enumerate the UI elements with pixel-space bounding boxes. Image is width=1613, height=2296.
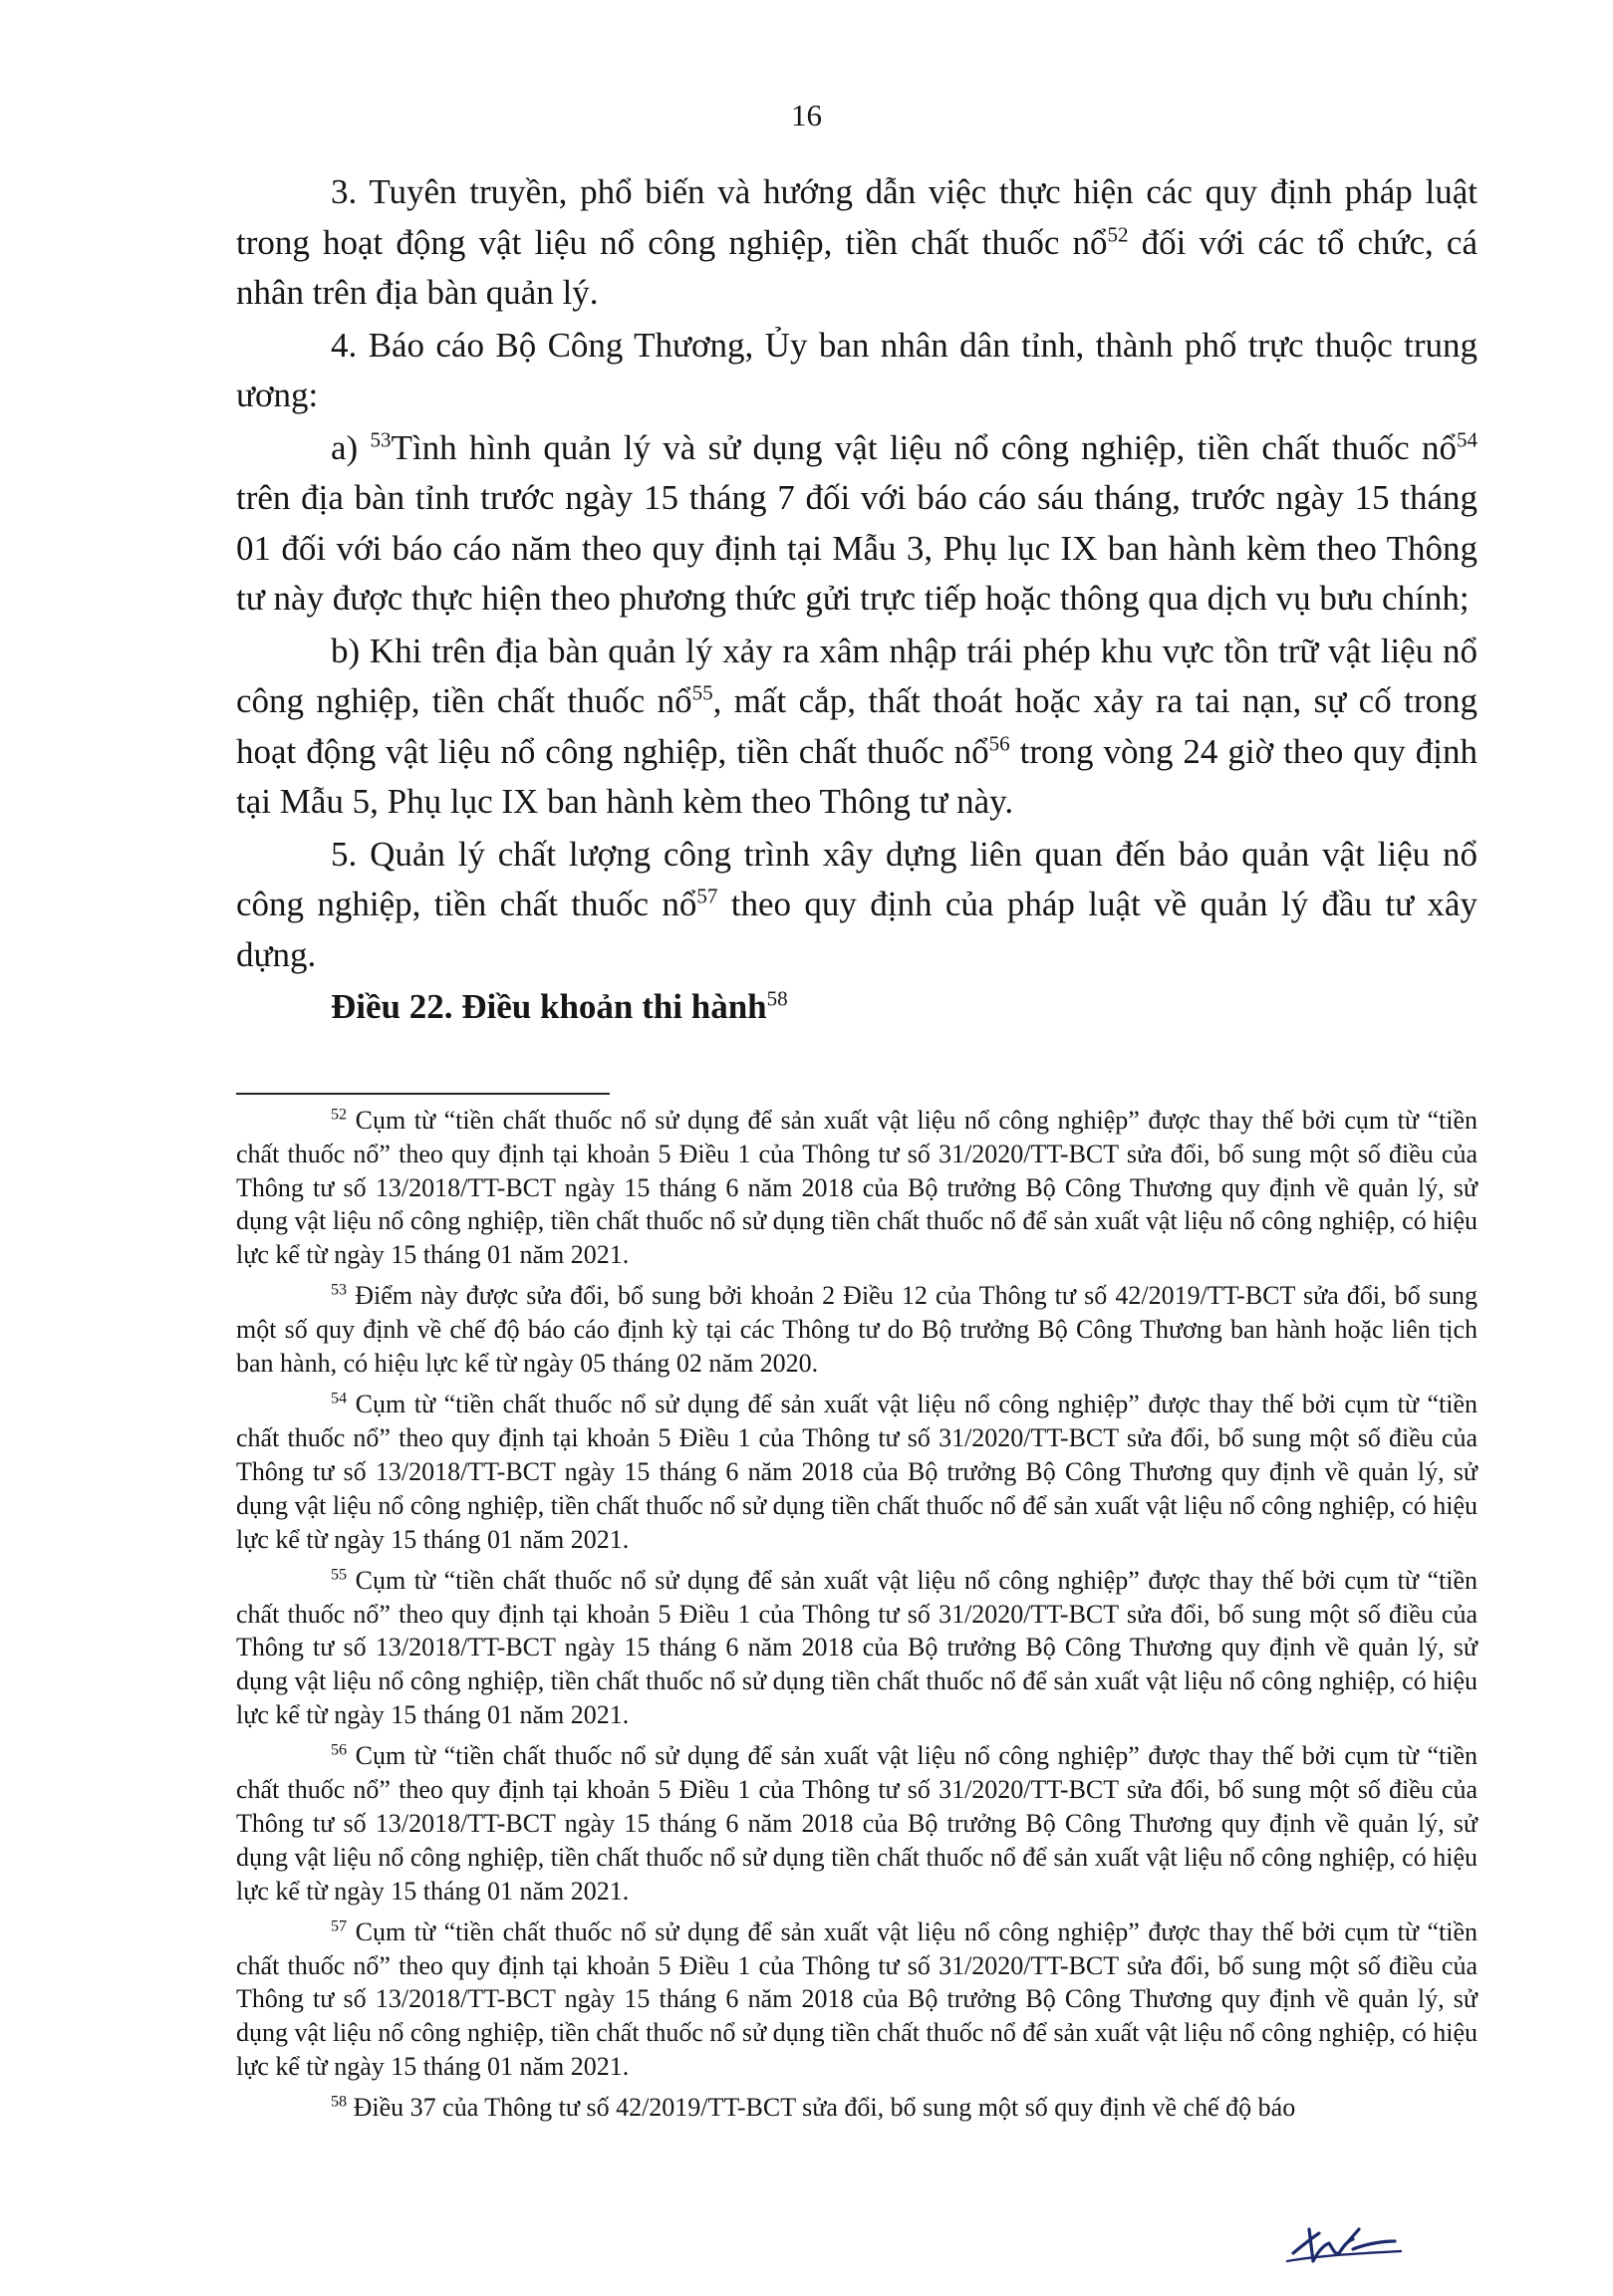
footnote-52: $^{52}$ Cụm từ “tiền chất thuốc nổ sử dụng để sản xuất vật liệu nổ công nghiệp” được thay thế bởi cụm từ “tiền chất thuốc nổ” theo quy định tại khoản 5 Điều 1 của Thông tư số 31/2020/TT-BCT sửa đổi, bổ sung một số điều của Thông tư số 13/2018/TT-BCT ngày 15 tháng 6 năm 2018 của Bộ trưởng Bộ Công Thương quy định về quản lý, sử dụng vật liệu nổ công nghiệp, tiền chất thuốc nổ sử dụng tiền chất thuốc nổ để sản xuất vật liệu nổ công nghiệp, có hiệu lực kể từ ngày 15 tháng 01 năm 2021.	[236, 1106, 1478, 1270]
footnote-separator	[236, 1093, 610, 1095]
paragraph-4a: a) $^{53}$Tình hình quản lý và sử dụng vật liệu nổ công nghiệp, tiền chất thuốc nổ$^{54}$ trên địa bàn tỉnh trước ngày 15 tháng 7 đối với báo cáo sáu tháng, trước ngày 15 tháng 01 đối với báo cáo năm theo quy định tại Mẫu 3, Phụ lục IX ban hành kèm theo Thông tư này được thực hiện theo phương thức gửi trực tiếp hoặc thông qua dịch vụ bưu chính;	[236, 426, 1478, 618]
footnotes	[236, 1104, 1478, 2133]
footnote-ref-57[interactable]: 57	[696, 884, 718, 908]
footnote-ref-58[interactable]: 58	[766, 986, 788, 1011]
footnote-ref-53[interactable]: 53	[370, 426, 392, 451]
footnote-ref-54[interactable]: 54	[1457, 426, 1478, 451]
page-number: 16	[791, 98, 822, 132]
body-text	[236, 167, 1478, 1033]
paragraph-4b: b) Khi trên địa bàn quản lý xảy ra xâm nhập trái phép khu vực tồn trữ vật liệu nổ công nghiệp, tiền chất thuốc nổ$^{55}$, mất cắp, thất thoát hoặc xảy ra tai nạn, sự cố trong hoạt động vật liệu nổ công nghiệp, tiền chất thuốc nổ$^{56}$ trong vòng 24 giờ theo quy định tại Mẫu 5, Phụ lục IX ban hành kèm theo Thông tư này.	[236, 631, 1478, 821]
footnote-56: $^{56}$ Cụm từ “tiền chất thuốc nổ sử dụng để sản xuất vật liệu nổ công nghiệp” được thay thế bởi cụm từ “tiền chất thuốc nổ” theo quy định tại khoản 5 Điều 1 của Thông tư số 31/2020/TT-BCT sửa đổi, bổ sung một số điều của Thông tư số 13/2018/TT-BCT ngày 15 tháng 6 năm 2018 của Bộ trưởng Bộ Công Thương quy định về quản lý, sử dụng vật liệu nổ công nghiệp, tiền chất thuốc nổ sử dụng tiền chất thuốc nổ để sản xuất vật liệu nổ công nghiệp, có hiệu lực kể từ ngày 15 tháng 01 năm 2021.	[236, 1741, 1478, 1906]
footnote-57: $^{57}$ Cụm từ “tiền chất thuốc nổ sử dụng để sản xuất vật liệu nổ công nghiệp” được thay thế bởi cụm từ “tiền chất thuốc nổ” theo quy định tại khoản 5 Điều 1 của Thông tư số 31/2020/TT-BCT sửa đổi, bổ sung một số điều của Thông tư số 13/2018/TT-BCT ngày 15 tháng 6 năm 2018 của Bộ trưởng Bộ Công Thương quy định về quản lý, sử dụng vật liệu nổ công nghiệp, tiền chất thuốc nổ sử dụng tiền chất thuốc nổ để sản xuất vật liệu nổ công nghiệp, có hiệu lực kể từ ngày 15 tháng 01 năm 2021.	[236, 1916, 1478, 2082]
paragraph-5: 5. Quản lý chất lượng công trình xây dựng liên quan đến bảo quản vật liệu nổ công nghiệp, tiền chất thuốc nổ$^{57}$ theo quy định của pháp luật về quản lý đầu tư xây dựng.	[236, 834, 1478, 974]
paragraph-4: 4. Báo cáo Bộ Công Thương, Ủy ban nhân dân tỉnh, thành phố trực thuộc trung ương:	[236, 325, 1478, 414]
footnote-ref-55[interactable]: 55	[691, 680, 713, 705]
handwritten-initials-signature	[1283, 2219, 1433, 2269]
article-22-heading: Điều 22. Điều khoản thi hành$^{58}$	[331, 986, 788, 1026]
footnote-58: $^{58}$ Điều 37 của Thông tư số 42/2019/TT-BCT sửa đổi, bổ sung một số quy định về chế độ báo	[331, 2093, 1296, 2123]
footnote-ref-52[interactable]: 52	[1107, 221, 1129, 246]
footnote-55: $^{55}$ Cụm từ “tiền chất thuốc nổ sử dụng để sản xuất vật liệu nổ công nghiệp” được thay thế bởi cụm từ “tiền chất thuốc nổ” theo quy định tại khoản 5 Điều 1 của Thông tư số 31/2020/TT-BCT sửa đổi, bổ sung một số điều của Thông tư số 13/2018/TT-BCT ngày 15 tháng 6 năm 2018 của Bộ trưởng Bộ Công Thương quy định về quản lý, sử dụng vật liệu nổ công nghiệp, tiền chất thuốc nổ sử dụng tiền chất thuốc nổ để sản xuất vật liệu nổ công nghiệp, có hiệu lực kể từ ngày 15 tháng 01 năm 2021.	[236, 1565, 1478, 1730]
footnote-ref-56[interactable]: 56	[988, 730, 1010, 755]
paragraph-3: 3. Tuyên truyền, phổ biến và hướng dẫn việc thực hiện các quy định pháp luật trong hoạt động vật liệu nổ công nghiệp, tiền chất thuốc nổ$^{52}$ đối với các tổ chức, cá nhân trên địa bàn quản lý.	[236, 172, 1478, 312]
footnote-53: $^{53}$ Điểm này được sửa đổi, bổ sung bởi khoản 2 Điều 12 của Thông tư số 42/2019/TT-BCT sửa đổi, bổ sung một số quy định về chế độ báo cáo định kỳ tại các Thông tư do Bộ trưởng Bộ Công Thương ban hành hoặc liên tịch ban hành, có hiệu lực kể từ ngày 05 tháng 02 năm 2020.	[236, 1281, 1478, 1379]
footnote-54: $^{54}$ Cụm từ “tiền chất thuốc nổ sử dụng để sản xuất vật liệu nổ công nghiệp” được thay thế bởi cụm từ “tiền chất thuốc nổ” theo quy định tại khoản 5 Điều 1 của Thông tư số 31/2020/TT-BCT sửa đổi, bổ sung một số điều của Thông tư số 13/2018/TT-BCT ngày 15 tháng 6 năm 2018 của Bộ trưởng Bộ Công Thương quy định về quản lý, sử dụng vật liệu nổ công nghiệp, tiền chất thuốc nổ sử dụng tiền chất thuốc nổ để sản xuất vật liệu nổ công nghiệp, có hiệu lực kể từ ngày 15 tháng 01 năm 2021.	[236, 1390, 1478, 1554]
